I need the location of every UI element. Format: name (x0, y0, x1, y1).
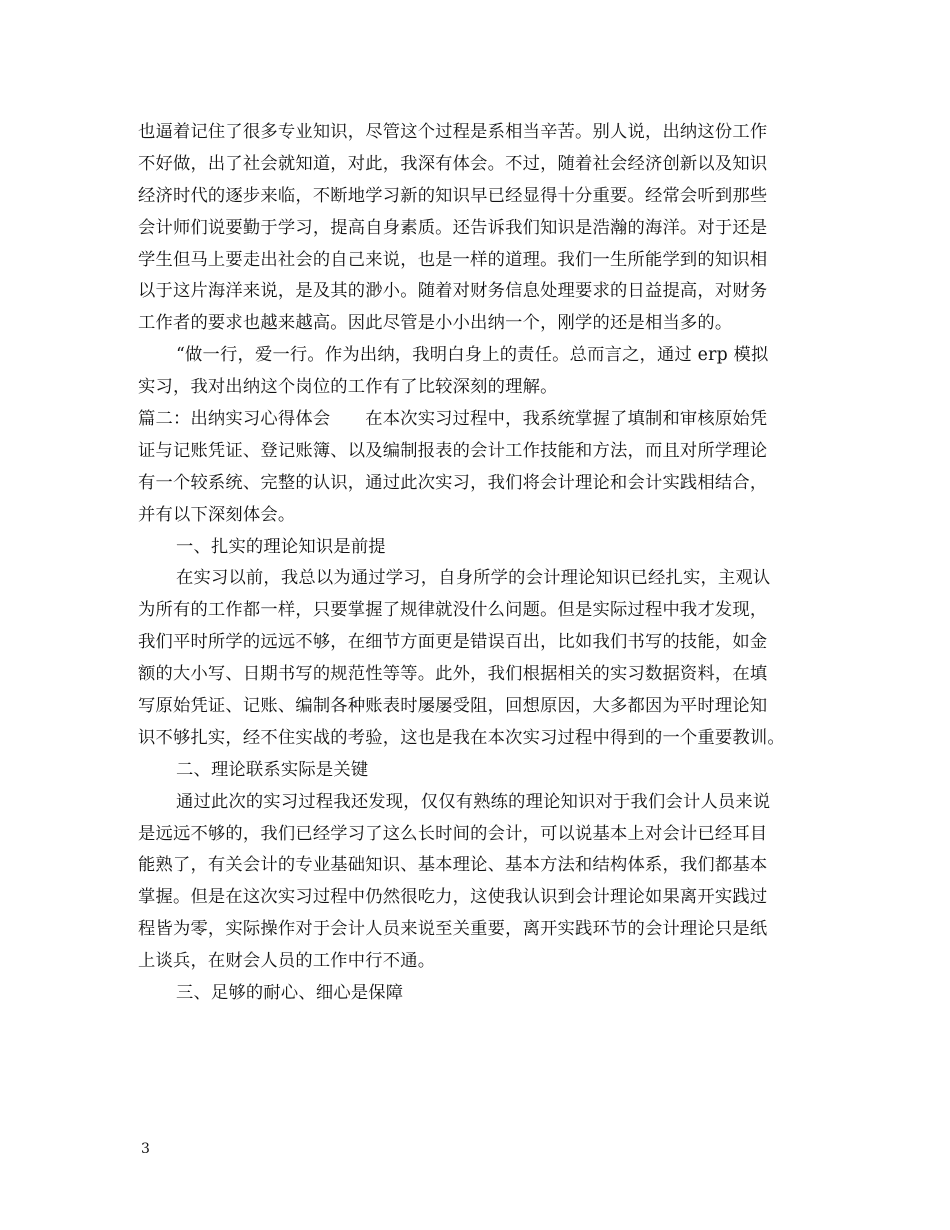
text-line: 上谈兵，在财会人员的工作中行不通。 (138, 951, 436, 972)
text-line: 工作者的要求也越来越高。因此尽管是小小出纳一个，刚学的还是相当多的。 (138, 313, 733, 334)
text-line: 为所有的工作都一样，只要掌握了规律就没什么问题。但是实际过程中我才发现， (138, 600, 768, 621)
text-line: 程皆为零，实际操作对于会计人员来说至关重要，离开实践环节的会计理论只是纸 (138, 919, 768, 940)
text-line: 额的大小写、日期书写的规范性等等。此外，我们根据相关的实习数据资料，在填 (138, 664, 768, 685)
text-line: 不好做，出了社会就知道，对此，我深有体会。不过，随着社会经济创新以及知识 (138, 153, 768, 174)
text-line: 掌握。但是在这次实习过程中仍然很吃力，这使我认识到会计理论如果离开实践过 (138, 887, 768, 908)
text-line: 并有以下深刻体会。 (138, 504, 296, 525)
text-line: 我们平时所学的远远不够，在细节方面更是错误百出，比如我们书写的技能，如金 (138, 632, 768, 653)
body-text (138, 117, 828, 1010)
text-line: 在实习以前，我总以为通过学习，自身所学的会计理论知识已经扎实，主观认 (176, 568, 771, 589)
text-line: 写原始凭证、记账、编制各种账表时屡屡受阻，回想原因，大多都因为平时理论知 (138, 696, 768, 717)
text-line: 以于这片海洋来说，是及其的渺小。随着对财务信息处理要求的日益提高，对财务 (138, 281, 768, 302)
text-line: 会计师们说要勤于学习，提高自身素质。还告诉我们知识是浩瀚的海洋。对于还是 (138, 217, 768, 238)
text-line: 一、扎实的理论知识是前提 (176, 536, 386, 557)
text-line: 三、足够的耐心、细心是保障 (176, 983, 404, 1004)
text-line: 能熟了，有关会计的专业基础知识、基本理论、基本方法和结构体系，我们都基本 (138, 855, 768, 876)
text-line: 通过此次的实习过程我还发现，仅仅有熟练的理论知识对于我们会计人员来说 (176, 791, 771, 812)
text-line: 实习，我对出纳这个岗位的工作有了比较深刻的理解。 (138, 377, 558, 398)
text-line: 识不够扎实，经不住实战的考验，这也是我在本次实习过程中得到的一个重要教训。 (138, 727, 785, 748)
text-line: 二、理论联系实际是关键 (176, 759, 369, 780)
text-line: 也逼着记住了很多专业知识，尽管这个过程是系相当辛苦。别人说，出纳这份工作 (138, 122, 768, 142)
text-line: 学生但马上要走出社会的自己来说，也是一样的道理。我们一生所能学到的知识相 (138, 249, 768, 270)
text-line: “做一行，爱一行。作为出纳，我明白身上的责任。总而言之，通过 erp 模拟 (176, 345, 769, 366)
page-number: 3 (141, 1141, 150, 1157)
text-line: 是远远不够的，我们已经学习了这么长时间的会计，可以说基本上对会计已经耳目 (138, 823, 768, 844)
text-line: 篇二：出纳实习心得体会 在本次实习过程中，我系统掌握了填制和审核原始凭 (138, 409, 768, 430)
text-line: 经济时代的逐步来临，不断地学习新的知识早已经显得十分重要。经常会听到那些 (138, 185, 768, 206)
text-line: 有一个较系统、完整的认识，通过此次实习，我们将会计理论和会计实践相结合， (138, 472, 768, 493)
text-line: 证与记账凭证、登记账簿、以及编制报表的会计工作技能和方法，而且对所学理论 (138, 440, 768, 461)
